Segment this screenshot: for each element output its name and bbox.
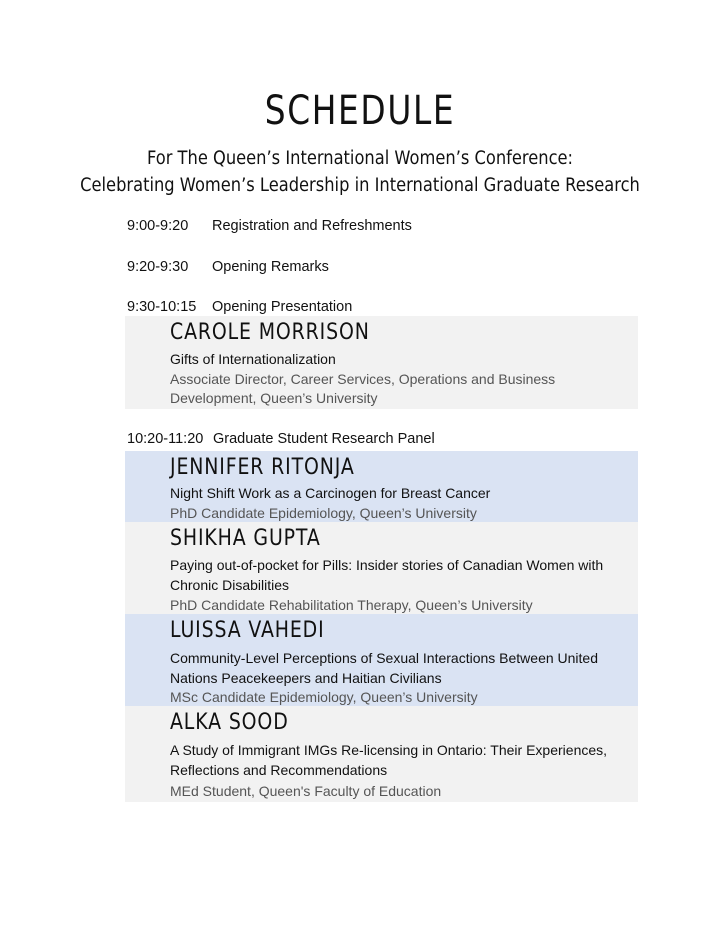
presenter-name: LUISSA VAHEDI (170, 618, 325, 643)
presenter-card (125, 614, 638, 706)
slot-time: 10:20-11:20 (127, 431, 204, 447)
presenter-name: CAROLE MORRISON (170, 320, 370, 345)
presenter-talk-title: Community-Level Perceptions of Sexual Interactions Between United Nations Peacekeepers and Haitian Civilians (170, 650, 598, 686)
slot-time: 9:20-9:30 (127, 259, 189, 275)
presenter-card (125, 706, 638, 802)
presenter-name: JENNIFER RITONJA (170, 455, 355, 480)
presenter-card (125, 522, 638, 614)
subtitle-line-1: For The Queen’s International Women’s Conference: (146, 148, 574, 169)
page-title: SCHEDULE (264, 88, 456, 134)
slot-label: Registration and Refreshments (212, 218, 412, 234)
slot-label: Opening Presentation (212, 299, 353, 315)
slot-label: Graduate Student Research Panel (213, 431, 435, 447)
slot-time: 9:00-9:20 (127, 218, 189, 234)
presenter-affiliation: MEd Student, Queen's Faculty of Education (170, 783, 442, 799)
presenter-talk-title: Paying out-of-pocket for Pills: Insider stories of Canadian Women with Chronic Disabilities (170, 557, 604, 593)
presenter-affiliation: MSc Candidate Epidemiology, Queen’s University (170, 689, 478, 705)
presenter-affiliation: PhD Candidate Epidemiology, Queen’s University (170, 505, 477, 521)
presenter-talk-title: Gifts of Internationalization (170, 351, 336, 367)
schedule-slot (127, 299, 353, 315)
presenter-card (125, 451, 638, 522)
presenter-talk-title: A Study of Immigrant IMGs Re-licensing in Ontario: Their Experiences, Reflections and Recommendations (170, 742, 608, 778)
slot-label: Opening Remarks (212, 259, 329, 275)
presenter-affiliation: Associate Director, Career Services, Operations and Business Development, Queen’s University (170, 371, 556, 406)
schedule-slot (127, 431, 435, 447)
presenter-name: ALKA SOOD (170, 710, 289, 735)
slot-time: 9:30-10:15 (127, 299, 197, 315)
presenter-affiliation: PhD Candidate Rehabilitation Therapy, Queen’s University (170, 597, 533, 613)
schedule-slot (127, 259, 329, 275)
presenter-talk-title: Night Shift Work as a Carcinogen for Breast Cancer (170, 485, 491, 501)
schedule-slot (127, 218, 412, 234)
subtitle-line-2: Celebrating Women’s Leadership in International Graduate Research (80, 175, 640, 196)
presenter-card (125, 316, 638, 409)
presenter-name: SHIKHA GUPTA (170, 526, 321, 551)
